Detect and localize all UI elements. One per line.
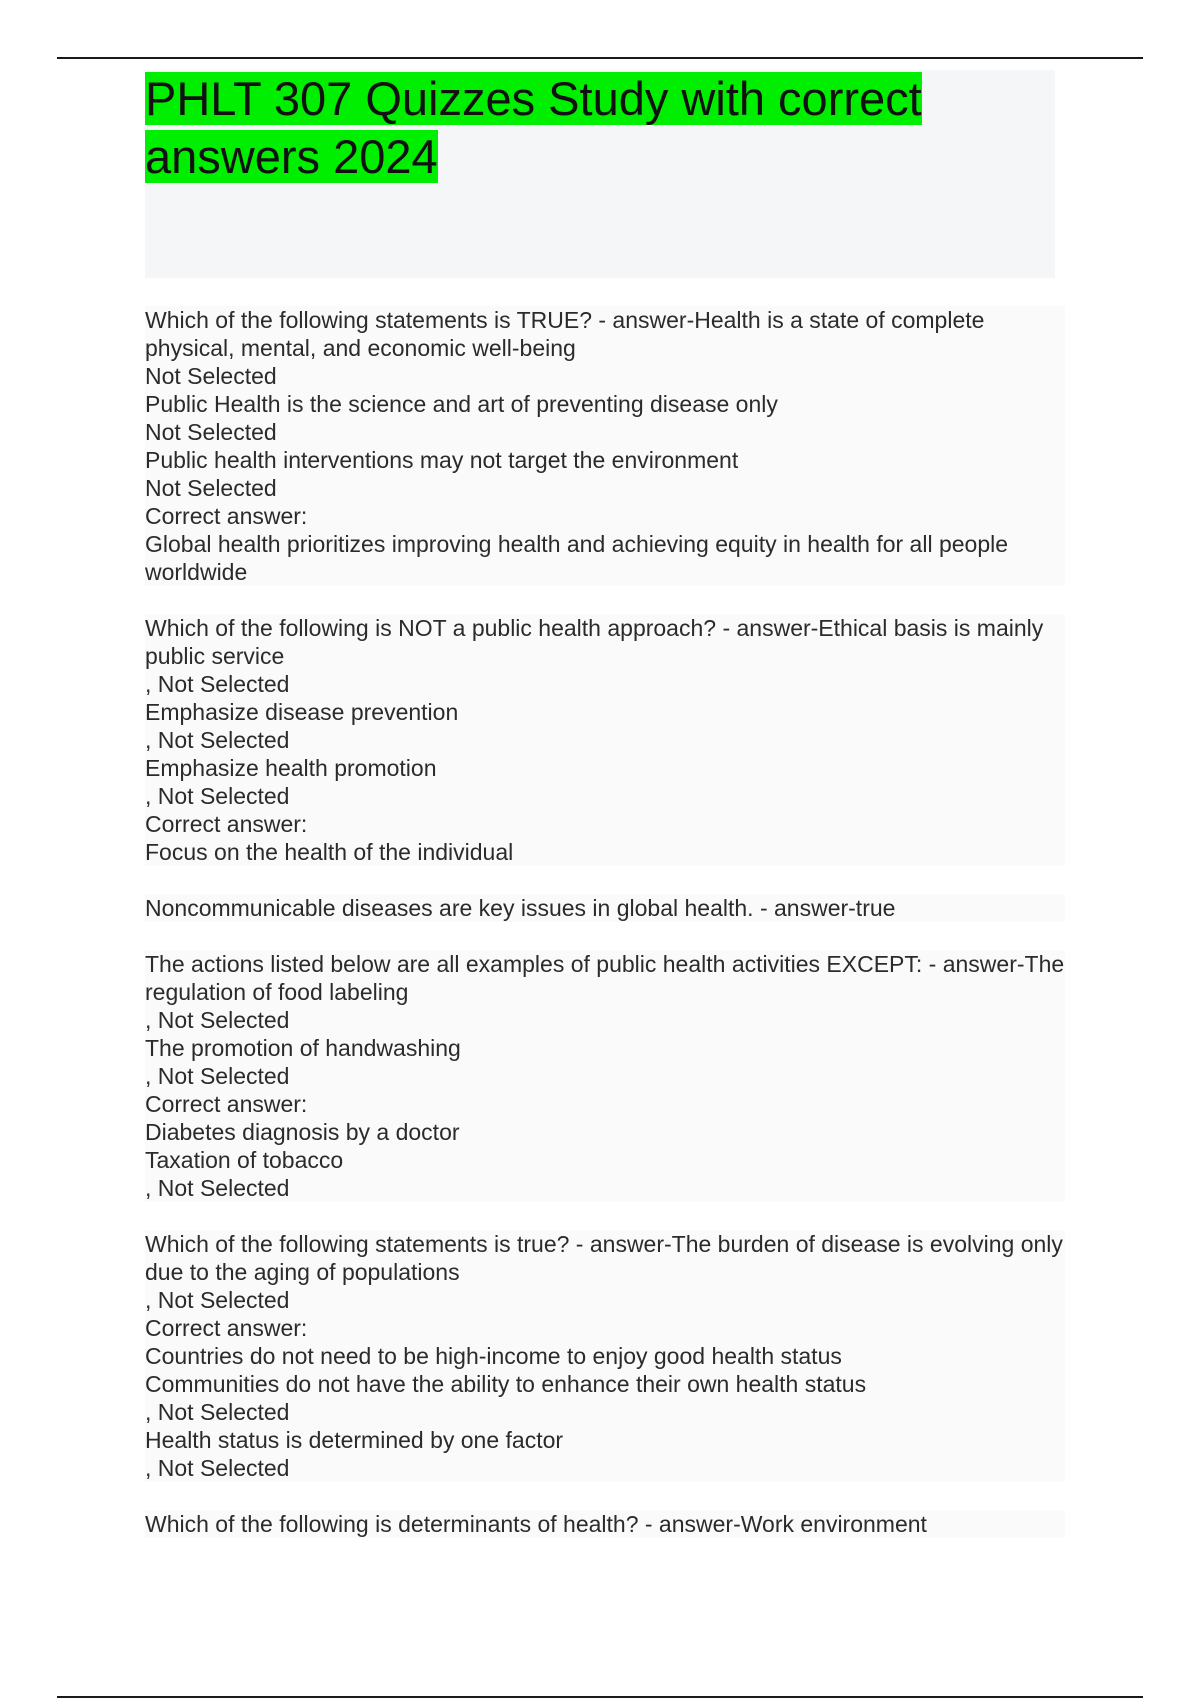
option-status: , Not Selected: [145, 1175, 290, 1201]
question-block: [145, 1510, 1065, 1538]
option-status: Not Selected: [145, 419, 277, 445]
option-status: , Not Selected: [145, 783, 290, 809]
correct-answer-text: Diabetes diagnosis by a doctor: [145, 1119, 460, 1145]
option-status: , Not Selected: [145, 1455, 290, 1481]
question-list: [145, 306, 1065, 1566]
correct-answer-text: Countries do not need to be high-income to enjoy good health status: [145, 1343, 842, 1369]
option-text: Health status is determined by one factor: [145, 1427, 564, 1453]
question-block: [145, 1230, 1065, 1482]
option-status: , Not Selected: [145, 1399, 290, 1425]
option-status: , Not Selected: [145, 727, 290, 753]
option-text: Emphasize health promotion: [145, 755, 437, 781]
document-title: PHLT 307 Quizzes Study with correct answers 2024: [145, 72, 922, 183]
correct-answer-label: Correct answer:: [145, 811, 308, 837]
question-text: Which of the following statements is true? - answer-The burden of disease is evolving only due to the aging of populations: [145, 1231, 1063, 1285]
question-block: [145, 894, 1065, 922]
question-text: Which of the following is determinants of health? - answer-Work environment: [145, 1511, 927, 1537]
option-status: , Not Selected: [145, 1287, 290, 1313]
option-text: Taxation of tobacco: [145, 1147, 344, 1173]
bottom-rule: [57, 1696, 1143, 1698]
option-text: The promotion of handwashing: [145, 1035, 461, 1061]
option-text: Public Health is the science and art of preventing disease only: [145, 391, 778, 417]
correct-answer-label: Correct answer:: [145, 503, 308, 529]
question-text: The actions listed below are all examples of public health activities EXCEPT: - answer-The regulation of food labeling: [145, 951, 1065, 1005]
title-block: [145, 70, 1055, 278]
top-rule: [57, 57, 1143, 59]
correct-answer-text: Global health prioritizes improving health and achieving equity in health for all people worldwide: [145, 531, 1009, 585]
correct-answer-label: Correct answer:: [145, 1091, 308, 1117]
question-block: [145, 306, 1065, 586]
option-status: , Not Selected: [145, 1063, 290, 1089]
option-status: Not Selected: [145, 363, 277, 389]
correct-answer-label: Correct answer:: [145, 1315, 308, 1341]
question-text: Which of the following is NOT a public health approach? - answer-Ethical basis is mainly public service: [145, 615, 1044, 669]
correct-answer-text: Focus on the health of the individual: [145, 839, 514, 865]
question-block: [145, 950, 1065, 1202]
question-block: [145, 614, 1065, 866]
option-status: Not Selected: [145, 475, 277, 501]
question-text: Which of the following statements is TRUE? - answer-Health is a state of complete physical, mental, and economic well-being: [145, 307, 985, 361]
option-text: Public health interventions may not target the environment: [145, 447, 739, 473]
option-text: Communities do not have the ability to enhance their own health status: [145, 1371, 867, 1397]
option-status: , Not Selected: [145, 671, 290, 697]
question-text: Noncommunicable diseases are key issues in global health. - answer-true: [145, 895, 896, 921]
option-status: , Not Selected: [145, 1007, 290, 1033]
option-text: Emphasize disease prevention: [145, 699, 459, 725]
